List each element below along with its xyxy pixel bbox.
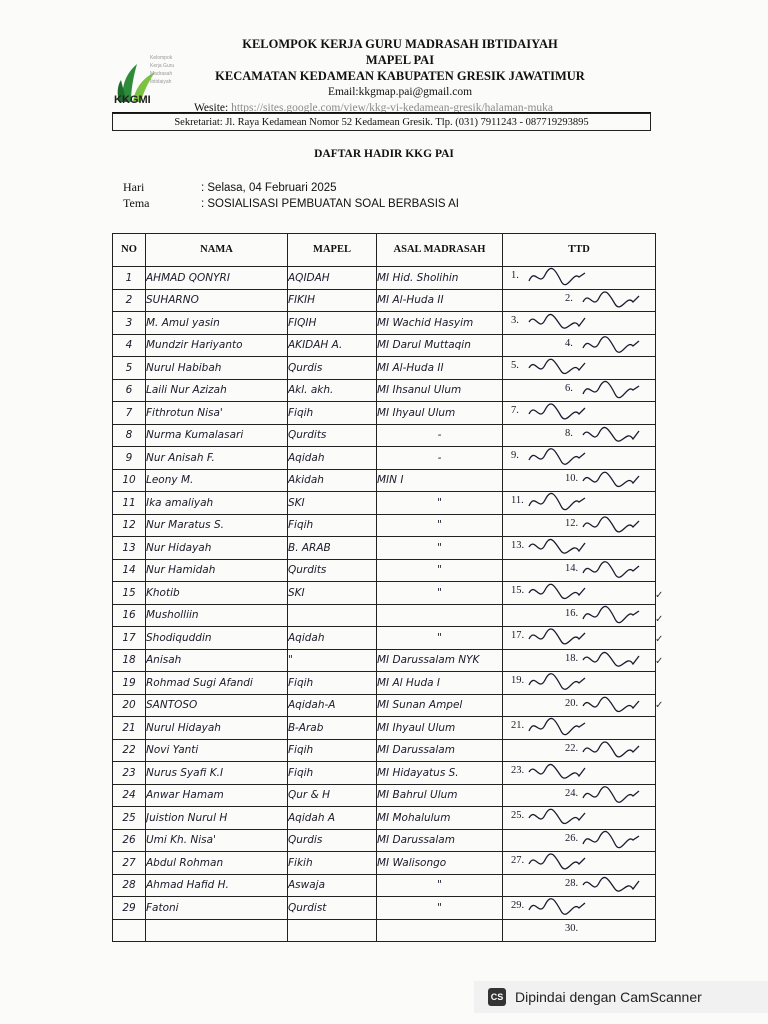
table-row bbox=[113, 739, 656, 762]
row-subject: Qurdits bbox=[288, 424, 377, 447]
row-subject: Qur & H bbox=[288, 784, 377, 807]
row-name: Nur Hidayah bbox=[146, 537, 288, 560]
row-signature-cell bbox=[503, 649, 656, 672]
table-row bbox=[113, 897, 656, 920]
signature-number: 24. bbox=[565, 787, 579, 799]
day-value: : Selasa, 04 Februari 2025 bbox=[201, 182, 337, 194]
row-name: Ahmad Hafid H. bbox=[146, 874, 288, 897]
row-number: 25 bbox=[113, 807, 146, 830]
row-madrasah: MI Ihyaul Ulum bbox=[377, 402, 503, 425]
row-name bbox=[146, 919, 288, 942]
handwritten-signature-icon bbox=[581, 694, 641, 717]
camscanner-icon: CS bbox=[488, 988, 506, 1006]
margin-check-mark: ✓ bbox=[655, 634, 664, 645]
row-name: Nur Anisah F. bbox=[146, 447, 288, 470]
row-madrasah: MI Mohalulum bbox=[377, 807, 503, 830]
table-row bbox=[113, 694, 656, 717]
row-name: Musholliin bbox=[146, 604, 288, 627]
row-subject: Fiqih bbox=[288, 739, 377, 762]
row-signature-cell bbox=[503, 874, 656, 897]
handwritten-signature-icon bbox=[527, 762, 587, 785]
website-link[interactable]: https://sites.google.com/view/kkg-vi-kedamean-gresik/halaman-muka bbox=[231, 102, 553, 114]
row-number: 13 bbox=[113, 537, 146, 560]
signature-number: 5. bbox=[511, 360, 519, 371]
row-number: 16 bbox=[113, 604, 146, 627]
row-madrasah: MI Darussalam bbox=[377, 829, 503, 852]
attendance-rows bbox=[113, 267, 656, 942]
row-subject: Aqidah bbox=[288, 627, 377, 650]
row-signature-cell bbox=[503, 717, 656, 740]
row-name: Nur Hamidah bbox=[146, 559, 288, 582]
theme-value: : SOSIALISASI PEMBUATAN SOAL BERBASIS AI bbox=[201, 198, 459, 210]
table-row bbox=[113, 267, 656, 290]
row-subject: SKI bbox=[288, 582, 377, 605]
row-name: Fithrotun Nisa' bbox=[146, 402, 288, 425]
row-madrasah: " bbox=[377, 514, 503, 537]
col-header-mapel: MAPEL bbox=[288, 234, 377, 267]
margin-check-mark: ✓ bbox=[655, 590, 664, 601]
row-subject: Aqidah-A bbox=[288, 694, 377, 717]
row-number: 1 bbox=[113, 267, 146, 290]
signature-number: 6. bbox=[565, 382, 573, 394]
org-subject: MAPEL PAI bbox=[365, 53, 435, 67]
row-madrasah: MI Darussalam NYK bbox=[377, 649, 503, 672]
row-madrasah bbox=[377, 919, 503, 942]
row-madrasah: MI Al-Huda II bbox=[377, 289, 503, 312]
row-name: Nurma Kumalasari bbox=[146, 424, 288, 447]
row-number: 7 bbox=[113, 402, 146, 425]
row-signature-cell bbox=[503, 514, 656, 537]
row-madrasah: MI Al Huda I bbox=[377, 672, 503, 695]
handwritten-signature-icon bbox=[527, 582, 587, 605]
signature-number: 7. bbox=[511, 405, 519, 416]
table-row bbox=[113, 919, 656, 942]
row-madrasah: MI Walisongo bbox=[377, 852, 503, 875]
table-row bbox=[113, 649, 656, 672]
signature-number: 16. bbox=[565, 607, 579, 619]
table-row bbox=[113, 357, 656, 380]
col-header-nama: NAMA bbox=[146, 234, 288, 267]
row-number: 10 bbox=[113, 469, 146, 492]
row-madrasah: " bbox=[377, 627, 503, 650]
row-name: SANTOSO bbox=[146, 694, 288, 717]
table-row bbox=[113, 492, 656, 515]
row-name: Novi Yanti bbox=[146, 739, 288, 762]
letterhead bbox=[170, 36, 630, 116]
day-label: Hari bbox=[123, 180, 145, 194]
row-subject: Qurdis bbox=[288, 357, 377, 380]
row-subject: Aqidah bbox=[288, 447, 377, 470]
row-signature-cell bbox=[503, 312, 656, 335]
row-subject: FIQIH bbox=[288, 312, 377, 335]
row-name: Laili Nur Azizah bbox=[146, 379, 288, 402]
row-subject: AQIDAH bbox=[288, 267, 377, 290]
signature-number: 8. bbox=[565, 427, 573, 439]
handwritten-signature-icon bbox=[527, 312, 587, 335]
row-signature-cell bbox=[503, 694, 656, 717]
handwritten-signature-icon bbox=[527, 717, 587, 740]
signature-number: 20. bbox=[565, 697, 579, 709]
row-number: 26 bbox=[113, 829, 146, 852]
handwritten-signature-icon bbox=[581, 289, 641, 312]
table-row bbox=[113, 874, 656, 897]
row-subject bbox=[288, 604, 377, 627]
signature-number: 1. bbox=[511, 270, 519, 281]
row-madrasah: MI Ihsanul Ulum bbox=[377, 379, 503, 402]
row-madrasah bbox=[377, 604, 503, 627]
row-madrasah: " bbox=[377, 874, 503, 897]
row-signature-cell bbox=[503, 807, 656, 830]
row-number: 3 bbox=[113, 312, 146, 335]
row-signature-cell bbox=[503, 582, 656, 605]
row-subject: Qurdits bbox=[288, 559, 377, 582]
row-name: Fatoni bbox=[146, 897, 288, 920]
table-row bbox=[113, 829, 656, 852]
margin-check-mark: ✓ bbox=[655, 656, 664, 667]
row-number: 8 bbox=[113, 424, 146, 447]
row-name: Juistion Nurul H bbox=[146, 807, 288, 830]
row-number bbox=[113, 919, 146, 942]
col-header-madrasah: ASAL MADRASAH bbox=[377, 234, 503, 267]
row-number: 29 bbox=[113, 897, 146, 920]
secretariat-address: Sekretariat: Jl. Raya Kedamean Nomor 52 Kedamean Gresik. Tlp. (031) 7911243 - 087719293895 bbox=[112, 113, 651, 131]
row-number: 12 bbox=[113, 514, 146, 537]
table-row bbox=[113, 312, 656, 335]
row-name: Anisah bbox=[146, 649, 288, 672]
handwritten-signature-icon bbox=[581, 424, 641, 447]
logo-text: KKGMI bbox=[114, 94, 151, 106]
row-name: Umi Kh. Nisa' bbox=[146, 829, 288, 852]
row-subject: Fiqih bbox=[288, 672, 377, 695]
row-number: 17 bbox=[113, 627, 146, 650]
row-subject: AKIDAH A. bbox=[288, 334, 377, 357]
handwritten-signature-icon bbox=[527, 357, 587, 380]
signature-number: 28. bbox=[565, 877, 579, 889]
handwritten-signature-icon bbox=[581, 379, 641, 402]
theme-label: Tema bbox=[123, 196, 150, 210]
table-row bbox=[113, 424, 656, 447]
row-name: AHMAD QONYRI bbox=[146, 267, 288, 290]
handwritten-signature-icon bbox=[581, 514, 641, 537]
table-row bbox=[113, 582, 656, 605]
logo-side-text: Kelompok Kerja Guru Madrasah Ibtidaiyah bbox=[150, 55, 175, 85]
signature-number: 21. bbox=[511, 720, 525, 731]
row-signature-cell bbox=[503, 267, 656, 290]
row-number: 24 bbox=[113, 784, 146, 807]
table-row bbox=[113, 334, 656, 357]
row-name: Nurul Habibah bbox=[146, 357, 288, 380]
handwritten-signature-icon bbox=[581, 874, 641, 897]
row-madrasah: MIN I bbox=[377, 469, 503, 492]
row-signature-cell bbox=[503, 357, 656, 380]
row-number: 6 bbox=[113, 379, 146, 402]
row-number: 2 bbox=[113, 289, 146, 312]
row-subject: Aswaja bbox=[288, 874, 377, 897]
row-number: 22 bbox=[113, 739, 146, 762]
handwritten-signature-icon bbox=[581, 334, 641, 357]
table-header-row bbox=[113, 234, 656, 267]
table-row bbox=[113, 807, 656, 830]
signature-number: 4. bbox=[565, 337, 573, 349]
row-signature-cell bbox=[503, 334, 656, 357]
row-signature-cell bbox=[503, 379, 656, 402]
row-name: Rohmad Sugi Afandi bbox=[146, 672, 288, 695]
handwritten-signature-icon bbox=[527, 807, 587, 830]
signature-number: 11. bbox=[511, 495, 524, 506]
row-signature-cell bbox=[503, 402, 656, 425]
row-name: Shodiquddin bbox=[146, 627, 288, 650]
row-signature-cell bbox=[503, 919, 656, 942]
table-row bbox=[113, 627, 656, 650]
table-row bbox=[113, 537, 656, 560]
handwritten-signature-icon bbox=[527, 537, 587, 560]
org-email: Email:kkgmap.pai@gmail.com bbox=[327, 86, 473, 98]
row-subject: Qurdis bbox=[288, 829, 377, 852]
row-name: Nurul Hidayah bbox=[146, 717, 288, 740]
row-madrasah: " bbox=[377, 537, 503, 560]
handwritten-signature-icon bbox=[581, 649, 641, 672]
signature-number: 17. bbox=[511, 630, 525, 641]
signature-number: 2. bbox=[565, 292, 573, 304]
row-madrasah: MI Darul Muttaqin bbox=[377, 334, 503, 357]
signature-number: 9. bbox=[511, 450, 519, 461]
signature-number: 25. bbox=[511, 810, 525, 821]
row-number: 18 bbox=[113, 649, 146, 672]
row-signature-cell bbox=[503, 604, 656, 627]
table-row bbox=[113, 559, 656, 582]
signature-number: 22. bbox=[565, 742, 579, 754]
row-signature-cell bbox=[503, 627, 656, 650]
row-name: Ika amaliyah bbox=[146, 492, 288, 515]
row-madrasah: MI Sunan Ampel bbox=[377, 694, 503, 717]
row-subject: Akl. akh. bbox=[288, 379, 377, 402]
col-header-no: NO bbox=[113, 234, 146, 267]
row-name: M. Amul yasin bbox=[146, 312, 288, 335]
row-name: Khotib bbox=[146, 582, 288, 605]
handwritten-signature-icon bbox=[581, 469, 641, 492]
row-signature-cell bbox=[503, 447, 656, 470]
row-number: 27 bbox=[113, 852, 146, 875]
row-madrasah: MI Darussalam bbox=[377, 739, 503, 762]
signature-number: 12. bbox=[565, 517, 579, 529]
row-madrasah: MI Hidayatus S. bbox=[377, 762, 503, 785]
row-name: SUHARNO bbox=[146, 289, 288, 312]
row-number: 19 bbox=[113, 672, 146, 695]
table-row bbox=[113, 762, 656, 785]
row-subject: Qurdist bbox=[288, 897, 377, 920]
handwritten-signature-icon bbox=[527, 672, 587, 695]
row-signature-cell bbox=[503, 469, 656, 492]
handwritten-signature-icon bbox=[581, 604, 641, 627]
row-signature-cell bbox=[503, 492, 656, 515]
document-title: DAFTAR HADIR KKG PAI bbox=[314, 148, 454, 160]
handwritten-signature-icon bbox=[527, 447, 587, 470]
signature-number: 15. bbox=[511, 585, 525, 596]
signature-number: 18. bbox=[565, 652, 579, 664]
signature-number: 27. bbox=[511, 855, 525, 866]
row-subject: Akidah bbox=[288, 469, 377, 492]
signature-number: 23. bbox=[511, 765, 525, 776]
row-number: 15 bbox=[113, 582, 146, 605]
row-signature-cell bbox=[503, 289, 656, 312]
row-subject: Fiqih bbox=[288, 514, 377, 537]
row-name: Leony M. bbox=[146, 469, 288, 492]
table-row bbox=[113, 852, 656, 875]
meta-theme bbox=[123, 196, 459, 211]
row-number: 9 bbox=[113, 447, 146, 470]
meta-day bbox=[123, 180, 337, 195]
row-subject: Aqidah A bbox=[288, 807, 377, 830]
row-number: 20 bbox=[113, 694, 146, 717]
signature-number: 26. bbox=[565, 832, 579, 844]
row-signature-cell bbox=[503, 829, 656, 852]
table-row bbox=[113, 784, 656, 807]
row-number: 23 bbox=[113, 762, 146, 785]
signature-number: 13. bbox=[511, 540, 525, 551]
row-madrasah: " bbox=[377, 897, 503, 920]
row-name: Abdul Rohman bbox=[146, 852, 288, 875]
handwritten-signature-icon bbox=[581, 829, 641, 852]
table-row bbox=[113, 447, 656, 470]
row-subject: B-Arab bbox=[288, 717, 377, 740]
attendance-table bbox=[112, 233, 656, 942]
handwritten-signature-icon bbox=[527, 402, 587, 425]
org-region: KECAMATAN KEDAMEAN KABUPATEN GRESIK JAWATIMUR bbox=[215, 69, 585, 83]
table-row bbox=[113, 469, 656, 492]
handwritten-signature-icon bbox=[581, 559, 641, 582]
row-madrasah: MI Bahrul Ulum bbox=[377, 784, 503, 807]
table-row bbox=[113, 717, 656, 740]
row-signature-cell bbox=[503, 762, 656, 785]
row-madrasah: - bbox=[377, 447, 503, 470]
table-row bbox=[113, 289, 656, 312]
row-name: Mundzir Hariyanto bbox=[146, 334, 288, 357]
row-number: 5 bbox=[113, 357, 146, 380]
row-number: 28 bbox=[113, 874, 146, 897]
row-subject bbox=[288, 919, 377, 942]
row-madrasah: " bbox=[377, 492, 503, 515]
handwritten-signature-icon bbox=[581, 784, 641, 807]
scanner-watermark-text: Dipindai dengan CamScanner bbox=[515, 989, 702, 1005]
handwritten-signature-icon bbox=[527, 852, 587, 875]
row-madrasah: MI Ihyaul Ulum bbox=[377, 717, 503, 740]
handwritten-signature-icon bbox=[581, 739, 641, 762]
row-number: 14 bbox=[113, 559, 146, 582]
row-madrasah: MI Hid. Sholihin bbox=[377, 267, 503, 290]
row-madrasah: MI Al-Huda II bbox=[377, 357, 503, 380]
row-signature-cell bbox=[503, 852, 656, 875]
row-number: 21 bbox=[113, 717, 146, 740]
row-subject: Fikih bbox=[288, 852, 377, 875]
row-subject: B. ARAB bbox=[288, 537, 377, 560]
row-madrasah: - bbox=[377, 424, 503, 447]
row-signature-cell bbox=[503, 784, 656, 807]
table-row bbox=[113, 402, 656, 425]
row-madrasah: MI Wachid Hasyim bbox=[377, 312, 503, 335]
row-subject: SKI bbox=[288, 492, 377, 515]
row-name: Nurus Syafi K.I bbox=[146, 762, 288, 785]
table-row bbox=[113, 514, 656, 537]
signature-number: 10. bbox=[565, 472, 579, 484]
handwritten-signature-icon bbox=[527, 897, 587, 920]
margin-check-mark: ✓ bbox=[655, 700, 664, 711]
signature-number: 3. bbox=[511, 315, 519, 326]
row-signature-cell bbox=[503, 739, 656, 762]
row-name: Nur Maratus S. bbox=[146, 514, 288, 537]
signature-number: 19. bbox=[511, 675, 525, 686]
margin-check-mark: ✓ bbox=[655, 614, 664, 625]
row-signature-cell bbox=[503, 424, 656, 447]
row-signature-cell bbox=[503, 537, 656, 560]
table-row bbox=[113, 672, 656, 695]
table-row bbox=[113, 604, 656, 627]
signature-number: 30. bbox=[565, 922, 579, 934]
signature-number: 14. bbox=[565, 562, 579, 574]
row-subject: FIKIH bbox=[288, 289, 377, 312]
row-subject: " bbox=[288, 649, 377, 672]
signature-number: 29. bbox=[511, 900, 525, 911]
row-madrasah: " bbox=[377, 559, 503, 582]
org-name: KELOMPOK KERJA GURU MADRASAH IBTIDAIYAH bbox=[242, 37, 558, 51]
col-header-ttd: TTD bbox=[503, 234, 656, 267]
website-label: Wesite: bbox=[194, 102, 232, 114]
row-signature-cell bbox=[503, 559, 656, 582]
handwritten-signature-icon bbox=[527, 267, 587, 290]
row-name: Anwar Hamam bbox=[146, 784, 288, 807]
row-subject: Fiqih bbox=[288, 402, 377, 425]
row-signature-cell bbox=[503, 897, 656, 920]
handwritten-signature-icon bbox=[527, 627, 587, 650]
table-row bbox=[113, 379, 656, 402]
row-signature-cell bbox=[503, 672, 656, 695]
row-number: 11 bbox=[113, 492, 146, 515]
row-subject: Fiqih bbox=[288, 762, 377, 785]
row-number: 4 bbox=[113, 334, 146, 357]
row-madrasah: " bbox=[377, 582, 503, 605]
handwritten-signature-icon bbox=[527, 492, 587, 515]
